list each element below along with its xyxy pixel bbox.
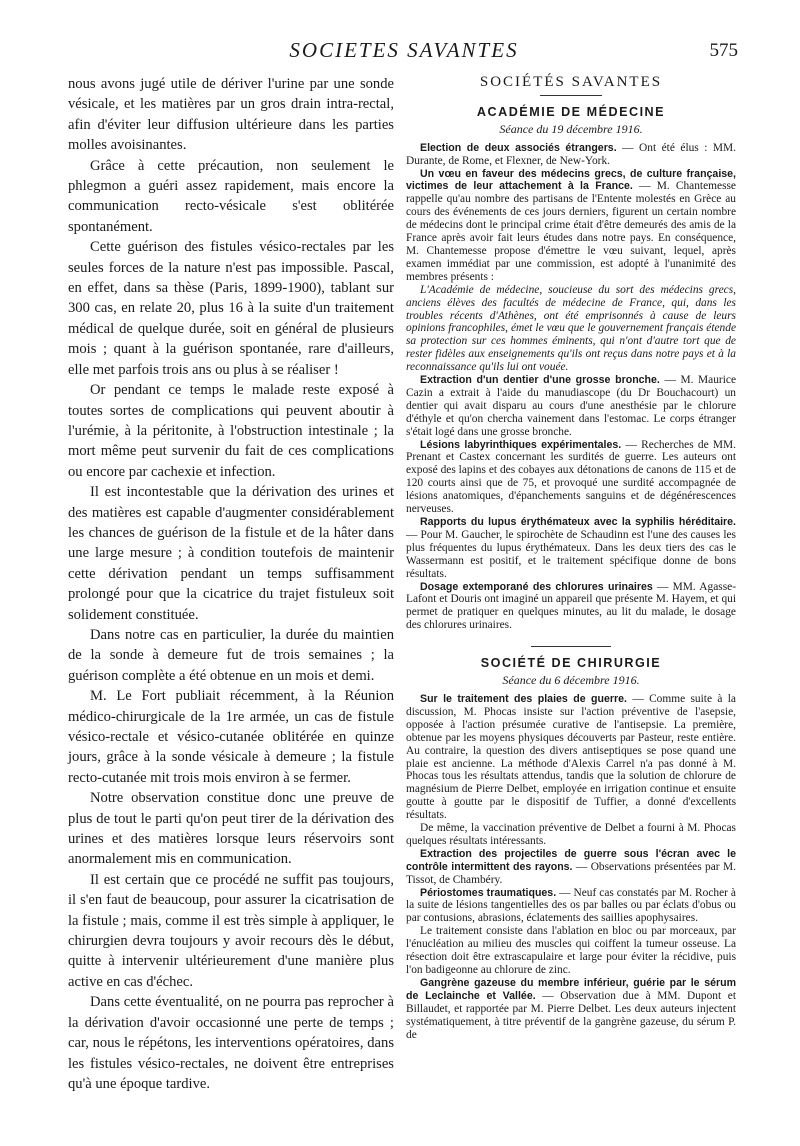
item-text: — Pour M. Gaucher, le spirochète de Schaudinn est l'une des causes les plus fréquentes du lupus érythémateux. Dans les deux tiers des cas le Wassermann est positif, et le traitement spécifique donne de bons résultats. xyxy=(406,528,736,580)
paragraph: Grâce à cette précaution, non seulement le phlegmon a guéri assez rapidement, mais encore la communication recto-vésicale s'est oblitérée spontanément. xyxy=(68,157,394,235)
item-title: Périostomes traumatiques. xyxy=(420,886,557,899)
item-text: — Comme suite à la discussion, M. Phocas insiste sur l'action préventive de l'asepsie, opposée à l'action présumée curative de l'antisepsie. La première, obtenue par les moyens physiques découverts par Pasteur, reste entière. Au contraire, la question des divers antiseptiques se pose quand une plaie est ancienne. La méthode d'Alexis Carrel n'a pas donné à M. Phocas tous les résultats attendus, tandis que la solution de chlorure de magnésium de Pierre Delbet, employée en irrigation continue et ensuite goutte à goutte par le dispositif de Tuffier, a donné d'excellents résultats. xyxy=(406,692,736,822)
paragraph: Or pendant ce temps le malade reste exposé à toutes sortes de complications qui peuvent aboutir à l'urémie, à la péritonite, à l'obstruction intestinale ; la mort même peut survenir du fait de ces complications ou encore par cachexie et infection. xyxy=(68,382,394,480)
report-item xyxy=(406,693,736,822)
academie-date: Séance du 19 décembre 1916. xyxy=(499,121,643,136)
item-title: Sur le traitement des plaies de guerre. xyxy=(420,692,627,705)
report-item xyxy=(406,168,736,284)
item-title: Election de deux associés étrangers. xyxy=(420,141,617,154)
left-column xyxy=(68,74,394,1094)
paragraph: Dans cette éventualité, on ne pourra pas reprocher à la dérivation d'avoir occasionné une perte de temps ; car, nous le répétons, les interventions opératoires, dans les fistules vésico-rectales, ne doivent être entreprises qu'à une époque tardive. xyxy=(68,994,394,1092)
item-text: — Observation due à MM. Dupont et Billaudet, et rapportée par M. Pierre Delbet. Les deux auteurs injectent systématiquement, à titre préventif de la gangrène gazeuse, du sérum P. de xyxy=(406,989,737,1041)
section-title: SOCIÉTÉS SAVANTES xyxy=(479,74,663,90)
right-column xyxy=(406,74,736,1041)
item-title: Extraction des projectiles de guerre sous l'écran avec le contrôle intermittent des rayons. xyxy=(406,847,736,873)
report-item xyxy=(406,142,736,168)
page-number: 575 xyxy=(709,40,738,61)
item-text: — Recherches de MM. Prenant et Castex concernant les surdités de guerre. Les auteurs ont exposé des lapins et des cobayes aux détonations de canons de 115 et de 120 courts ainsi que de 75, et provoqué une surdité accompagnée de lésions anatomiques, d'épanchements sanguins et de dégénérescences nerveuses. xyxy=(406,438,736,516)
report-item xyxy=(406,887,736,926)
report-item-quote xyxy=(406,284,736,374)
item-text: — MM. Agasse-Lafont et Douris ont imaginé un appareil que présente M. Hayem, et qui permet de pratiquer en quelques minutes, au lit du malade, le dosage des chlorures urinaires. xyxy=(406,580,736,632)
item-text: — M. Chantemesse rappelle qu'au nombre des partisans de l'Entente molestés en Grèce au cours des événements de ces jours derniers, figurent un certain nombre de médecins dont le principal crime était d'être demeurés des amis de la France après avoir fait leurs études dans notre pays. En conséquence, M. Chantemesse propose d'émettre le vœu suivant, lequel, après examen immédiat par une commission, est adopté à l'unanimité des membres présents : xyxy=(406,180,736,283)
item-text: Le traitement consiste dans l'ablation en bloc ou par morceaux, par l'énucléation au milieu des muscles qui coiffent la tumeur osseuse. La résection doit être extrascapulaire et large pour éviter la récidive, puis l'on badigeonne au chlorure de zinc. xyxy=(406,925,736,976)
running-head: SOCIETES SAVANTES xyxy=(289,38,519,62)
item-title: Dosage extemporané des chlorures urinaires xyxy=(420,580,653,593)
paragraph: Notre observation constitue donc une preuve de plus de tout le parti qu'on peut tirer de la dérivation des urines et des matières lorsque leurs réservoirs sont anormalement mis en communication. xyxy=(68,790,394,868)
paragraph: M. Le Fort publiait récemment, à la Réunion médico-chirurgicale de la 1re armée, un cas de fistule vésico-rectale et vésico-cutanée oblitérée en quinze jours, grâce à la sonde vésicale à demeure ; la fistule recto-cutanée mit trois mois environ à se fermer. xyxy=(68,688,394,786)
item-title: Extraction d'un dentier d'une grosse bronche. xyxy=(420,374,660,387)
page-header xyxy=(70,38,738,68)
report-item xyxy=(406,925,736,977)
item-text: — Ont été élus : MM. Durante, de Rome, et Flexner, de New-York. xyxy=(406,141,736,167)
item-text: — Observations présentées par M. Tissot, de Chambéry. xyxy=(406,860,736,886)
paragraph: Cette guérison des fistules vésico-rectales par les seules forces de la nature n'est pas impossible. Pascal, en effet, dans sa thèse (Paris, 1899-1900), tablant sur 300 cas, en relate 20, plus 16 à la suite d'un traitement médical de quelque durée, soit en général de plusieurs mois ; quant à la guérison spontanée, rare d'ailleurs, elle met parfois trois ans ou plus à se réaliser ! xyxy=(68,239,394,378)
item-title: Un vœu en faveur des médecins grecs, de culture française, victimes de leur attachement à la France. xyxy=(406,167,736,193)
academie-heading: ACADÉMIE DE MÉDECINE xyxy=(476,104,666,119)
item-text: — M. Maurice Cazin a extrait à l'aide du manudiascope (du Dr Bouchacourt) un dentier qui avait disparu au cours d'une anesthésie par le chlorure d'éthyle et qu'on chercha vainement dans l'estomac. Le corps étranger s'était logé dans une grosse bronche. xyxy=(406,374,737,438)
section-divider xyxy=(531,646,611,647)
title-rule xyxy=(540,95,602,96)
report-item xyxy=(406,848,736,887)
paragraph: Il est certain que ce procédé ne suffit pas toujours, il s'en faut de beaucoup, pour assurer la cicatrisation de la fistule ; mais, comme il est très simple à appliquer, le chirurgien devra toujours y avoir recours dès le début, quitte à intervenir ultérieurement d'une manière plus active en cas d'échec. xyxy=(68,871,394,990)
item-title: Rapports du lupus érythémateux avec la syphilis héréditaire. xyxy=(420,516,736,528)
item-text: — Neuf cas constatés par M. Rocher à la suite de lésions tangentielles des os par balles ou par éclats d'obus ou par contusions, abrasions, éclatements des saillies apophysaires. xyxy=(406,886,736,925)
item-title: Gangrène gazeuse du membre inférieur, guérie par le sérum de Leclainche et Vallée. xyxy=(406,976,736,1002)
item-text: De même, la vaccination préventive de Delbet a fourni à M. Phocas quelques résultats intéressants. xyxy=(406,822,736,847)
report-item xyxy=(406,977,736,1042)
paragraph: nous avons jugé utile de dériver l'urine par une sonde vésicale, et les matières par un gros drain intra-rectal, afin d'éviter leur diffusion ultérieure dans les parties molles avoisinantes. xyxy=(68,76,394,154)
report-item xyxy=(406,581,736,633)
report-item xyxy=(406,439,736,516)
chirurgie-heading: SOCIÉTÉ DE CHIRURGIE xyxy=(480,656,662,671)
report-item xyxy=(406,516,736,581)
report-item xyxy=(406,374,736,439)
item-title: Lésions labyrinthiques expérimentales. xyxy=(420,438,622,451)
paragraph: Il est incontestable que la dérivation des urines et des matières est capable d'augmenter considérablement les chances de guérison de la fistule et de la hâter dans une large mesure ; à condition toutefois de maintenir cette dérivation pendant un temps suffisamment prolongé pour que la cicatrice du trajet fistuleux soit solidement constituée. xyxy=(68,484,394,623)
paragraph: Dans notre cas en particulier, la durée du maintien de la sonde à demeure fut de trois semaines ; la guérison complète a été obtenue en un mois et demi. xyxy=(68,626,394,684)
report-item xyxy=(406,822,736,848)
chirurgie-date: Séance du 6 décembre 1916. xyxy=(502,673,640,688)
item-text: L'Académie de médecine, soucieuse du sort des médecins grecs, anciens élèves des facultés de médecine de France, qui, dans les troubles récents d'Athènes, ont été emprisonnés à cause de leurs opinions francophiles, émet le vœu que le gouvernement français étende sa protection sur ces hommes éminents, qui n'ont d'autre tort que de rester fidèles aux enseignements qu'ils ont reçus dans notre pays et à la reconnaissance qu'ils lui ont vouée. xyxy=(406,283,736,374)
